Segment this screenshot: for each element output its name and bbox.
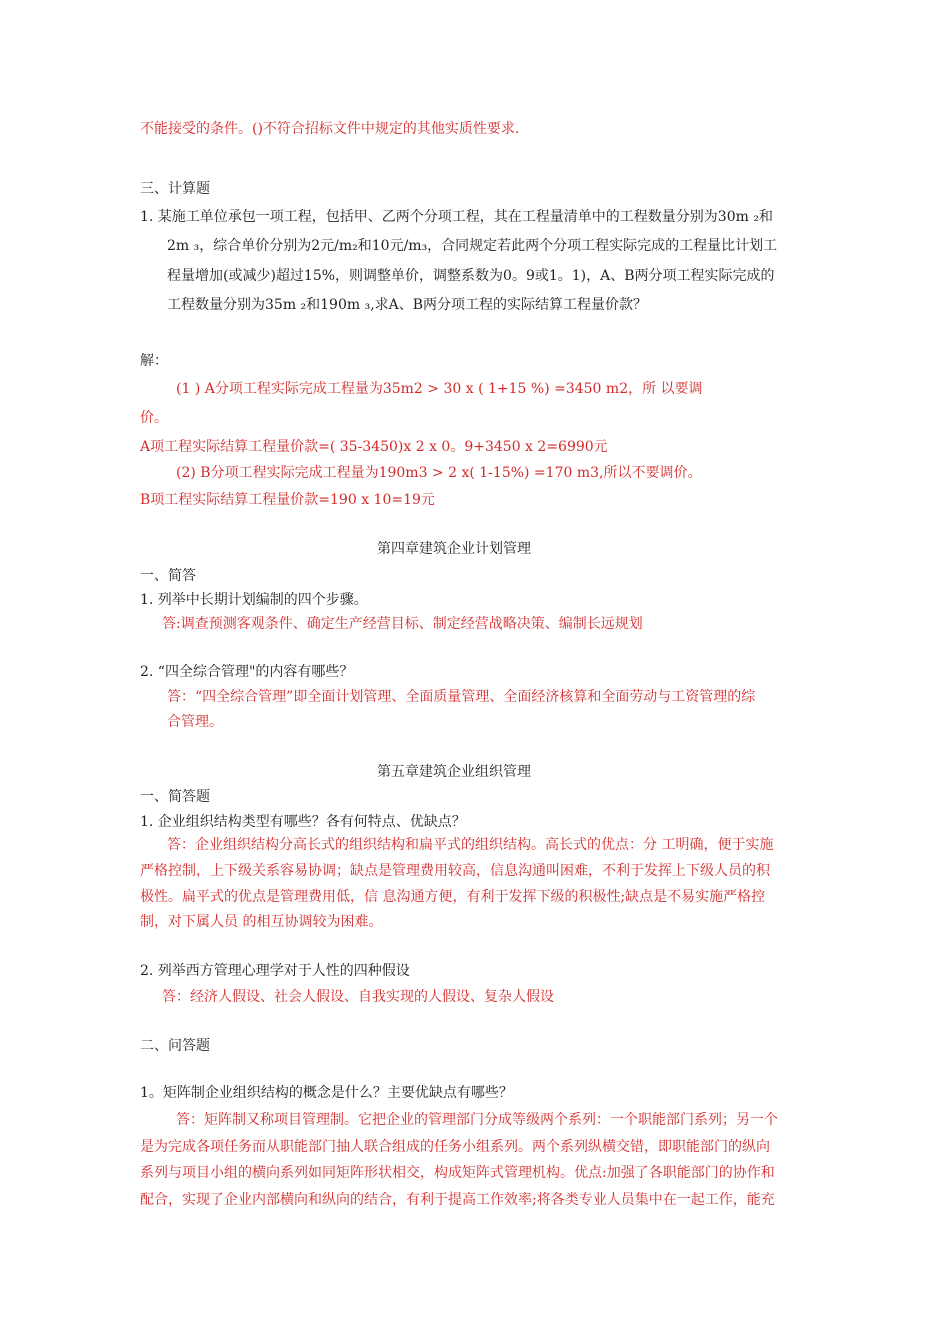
answer-text: 系列与项目小组的横向系列如同矩阵形状相交，构成矩阵式管理机构。优点:加强了各职能部门的协作和	[140, 1165, 775, 1181]
answer-text: 配合，实现了企业内部横向和纵向的结合，有利于提高工作效率;将各类专业人员集中在一起工作，能充	[140, 1192, 775, 1208]
answer-text: 答：矩阵制又称项目管理制。它把企业的管理部门分成等级两个系列：一个职能部门系列；另一个	[176, 1112, 778, 1128]
answer-text: (1 ) A分项工程实际完成工程量为35m2 > 30 x ( 1+15 %) =3450 m2，所 以要调	[176, 381, 703, 397]
answer-text: B项工程实际结算工程量价款=190 x 10=19元	[140, 492, 435, 508]
answer-text: 答:调查预测客观条件、确定生产经营目标、制定经营战略决策、编制长远规划	[162, 616, 643, 632]
answer-text: A项工程实际结算工程量价款=( 35-3450)x 2 x 0。9+3450 x 2=6990元	[140, 439, 608, 455]
section-heading: 三、计算题	[140, 181, 210, 197]
section-heading: 一、简答	[140, 568, 196, 584]
answer-text: (2) B分项工程实际完成工程量为190m3 > 2 x( 1-15%) =170 m3,所以不要调价。	[176, 465, 702, 481]
answer-text: 答：企业组织结构分高长式的组织结构和扁平式的组织结构。高长式的优点：分 工明确，便于实施	[167, 837, 774, 853]
answer-text: 极性。扁平式的优点是管理费用低，信 息沟通方便，有利于发挥下级的积极性;缺点是不易实施严格控	[140, 889, 766, 905]
chapter-title: 第四章建筑企业计划管理	[377, 541, 531, 557]
answer-text: 是为完成各项任务而从职能部门抽人联合组成的任务小组系列。两个系列纵横交错，即职能部门的纵向	[140, 1139, 770, 1155]
answer-text: 制，对下属人员 的相互协调较为困难。	[140, 914, 383, 930]
section-heading: 一、简答题	[140, 789, 210, 805]
question-text: 1. 列举中长期计划编制的四个步骤。	[140, 592, 368, 608]
question-text: 1. 某施工单位承包一项工程，包括甲、乙两个分项工程，其在工程量清单中的工程数量分别为30m ₂和	[140, 209, 773, 225]
question-text: 1。矩阵制企业组织结构的概念是什么？主要优缺点有哪些？	[140, 1085, 513, 1101]
question-text: 2. “四全综合管理"的内容有哪些？	[140, 664, 354, 680]
answer-text: 价。	[140, 410, 168, 426]
text-line: 不能接受的条件。()不符合招标文件中规定的其他实质性要求.	[140, 121, 520, 137]
answer-text: 答：经济人假设、社会人假设、自我实现的人假设、复杂人假设	[162, 989, 554, 1005]
answer-text: 合管理。	[167, 714, 223, 730]
question-text: 程量增加(或减少)超过15%，则调整单价，调整系数为0。9或1。1)，A、B两分项工程实际完成的	[167, 268, 775, 284]
question-text: 2. 列举西方管理心理学对于人性的四种假设	[140, 963, 410, 979]
question-text: 1. 企业组织结构类型有哪些？各有何特点、优缺点？	[140, 814, 466, 830]
answer-text: 答：“四全综合管理”即全面计划管理、全面质量管理、全面经济核算和全面劳动与工资管理的综	[167, 689, 756, 705]
solution-label: 解：	[140, 353, 168, 369]
question-text: 工程数量分别为35m ₂和190m ₃,求A、B两分项工程的实际结算工程量价款？	[167, 297, 648, 313]
section-heading: 二、问答题	[140, 1038, 210, 1054]
question-text: 2m ₃，综合单价分别为2元/m₂和10元/m₃，合同规定若此两个分项工程实际完成的工程量比计划工	[167, 238, 778, 254]
chapter-title: 第五章建筑企业组织管理	[377, 764, 531, 780]
answer-text: 严格控制，上下级关系容易协调；缺点是管理费用较高，信息沟通叫困难，不利于发挥上下级人员的积	[140, 863, 770, 879]
